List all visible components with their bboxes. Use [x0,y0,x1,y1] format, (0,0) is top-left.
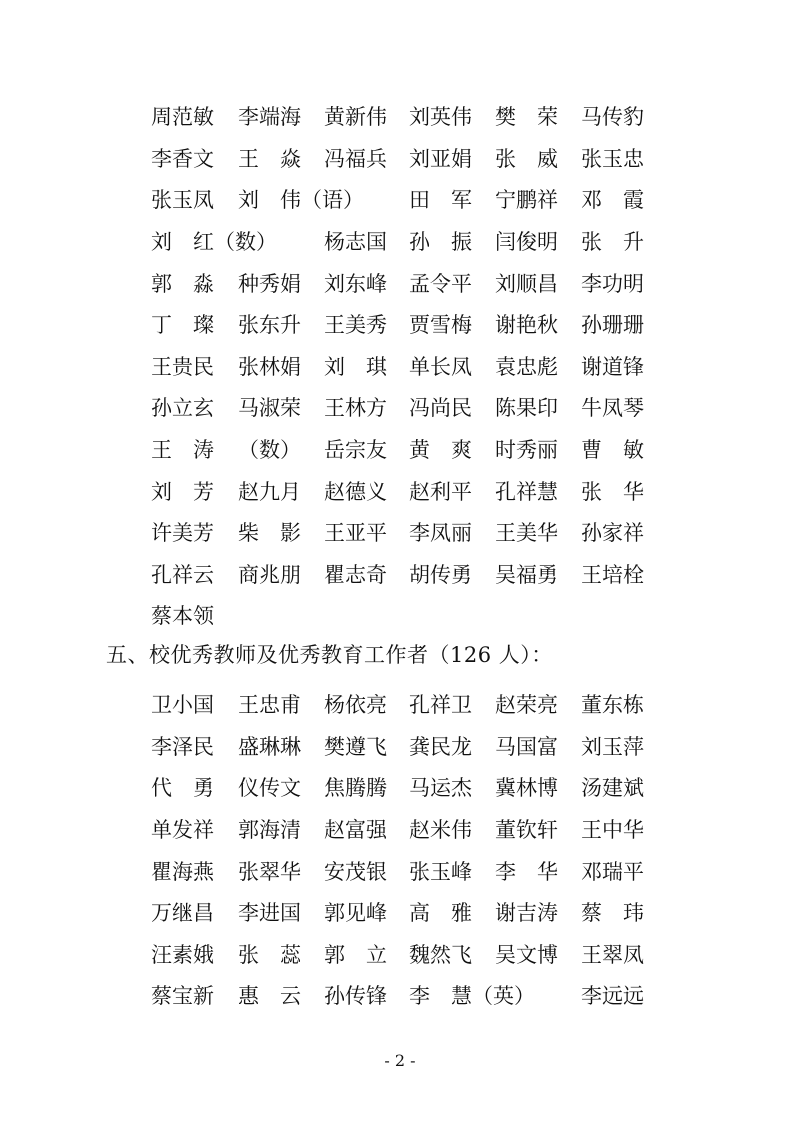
name-entry: 孙家祥 [581,521,644,546]
name-entry: 冯尚民 [409,396,472,421]
name-entry: 谢吉涛 [495,901,558,926]
name-entry: 赵九月 [238,479,301,504]
name-entry: 种秀娟 [238,271,301,296]
name-entry: 许美芳 [151,521,214,546]
name-row [151,596,651,638]
name-entry: 王贵民 [151,354,214,379]
name-row [151,851,651,893]
name-entry: 樊 荣 [495,105,558,130]
name-entry: 孙传锋 [324,984,387,1009]
name-row [151,555,651,597]
name-entry: 汤建斌 [581,776,644,801]
name-entry: 樊遵飞 [324,734,387,759]
name-entry: 王美华 [495,521,558,546]
name-entry: 张 蕊 [238,942,301,967]
name-entry: 张 华 [581,479,644,504]
name-entry: 孔祥卫 [409,693,472,718]
name-entry: 刘亚娟 [409,146,472,171]
name-entry: 张林娟 [238,354,301,379]
name-row [151,810,651,852]
name-entry: 丁 璨 [151,313,214,338]
name-entry: 郭 立 [324,942,387,967]
name-row [151,139,651,181]
name-entry: 黄新伟 [324,105,387,130]
name-entry: 李远远 [581,984,644,1009]
name-entry: 王 焱 [238,146,301,171]
name-row [151,893,651,935]
name-entry: 龚民龙 [409,734,472,759]
name-entry: 宁鹏祥 [495,188,558,213]
name-entry: 马传豹 [581,105,644,130]
name-entry: 仪传文 [238,776,301,801]
name-entry: 王亚平 [324,521,387,546]
name-entry: 张 升 [581,230,644,255]
name-entry: 刘顺昌 [495,271,558,296]
name-entry: 田 军 [409,188,472,213]
name-entry: 吴福勇 [495,562,558,587]
name-row [151,347,651,389]
name-entry: 李 华 [495,859,558,884]
name-row [151,727,651,769]
name-entry: 代 勇 [151,776,214,801]
name-entry: 孔祥云 [151,562,214,587]
name-entry: 盛琳琳 [238,734,301,759]
name-row [151,222,651,264]
name-entry: 刘 红（数） [151,230,277,255]
name-entry: 孔祥慧 [495,479,558,504]
name-entry: 郭海清 [238,818,301,843]
name-entry: 黄 爽 [409,438,472,463]
name-entry: 刘玉萍 [581,734,644,759]
name-entry: 贾雪梅 [409,313,472,338]
page-number: - 2 - [384,1051,416,1070]
name-entry: 李凤丽 [409,521,472,546]
name-entry: 吴文博 [495,942,558,967]
name-entry: 王林方 [324,396,387,421]
name-entry: 孟令平 [409,271,472,296]
name-entry: 曹 敏 [581,438,644,463]
name-entry: 刘 芳 [151,479,214,504]
name-entry: 闫俊明 [495,230,558,255]
name-entry: 杨依亮 [324,693,387,718]
name-entry: 冀林博 [495,776,558,801]
name-entry: 王中华 [581,818,644,843]
name-entry: 李 慧（英） [409,984,535,1009]
name-entry: 郭 淼 [151,271,214,296]
name-list-continued [151,97,651,638]
name-entry: 邓 霞 [581,188,644,213]
name-entry: 李泽民 [151,734,214,759]
name-row [151,768,651,810]
name-entry: 李香文 [151,146,214,171]
name-entry: 郭见峰 [324,901,387,926]
name-entry: 董东栋 [581,693,644,718]
name-entry: 冯福兵 [324,146,387,171]
name-entry: 张 威 [495,146,558,171]
name-entry: 李进国 [238,901,301,926]
name-entry: 瞿海燕 [151,859,214,884]
name-entry: 蔡 玮 [581,901,644,926]
name-entry: 单发祥 [151,818,214,843]
name-entry: 陈果印 [495,396,558,421]
name-entry: 刘东峰 [324,271,387,296]
name-entry: 赵米伟 [409,818,472,843]
name-entry: 蔡本领 [151,604,214,629]
name-entry: 单长凤 [409,354,472,379]
name-row [151,263,651,305]
name-entry: 胡传勇 [409,562,472,587]
name-entry: 魏然飞 [409,942,472,967]
name-entry: 李功明 [581,271,644,296]
name-entry: 杨志国 [324,230,387,255]
name-entry: 王培栓 [581,562,644,587]
name-row [151,513,651,555]
name-entry: 孙珊珊 [581,313,644,338]
name-entry: 张玉忠 [581,146,644,171]
name-row [151,976,651,1018]
name-entry: 汪素娥 [151,942,214,967]
name-entry: 谢道锋 [581,354,644,379]
name-row [151,388,651,430]
name-entry: 李端海 [238,105,301,130]
name-entry: 董钦轩 [495,818,558,843]
name-entry: 王 涛 [151,438,214,463]
name-list-section-five [151,685,651,1018]
name-entry: 张东升 [238,313,301,338]
name-row [151,471,651,513]
name-entry: 刘英伟 [409,105,472,130]
name-entry: 王翠凤 [581,942,644,967]
name-entry: 高 雅 [409,901,472,926]
name-entry: 袁忠彪 [495,354,558,379]
name-entry: 焦腾腾 [324,776,387,801]
name-entry: 蔡宝新 [151,984,214,1009]
name-row [151,430,651,472]
name-entry: 安茂银 [324,859,387,884]
name-row [151,935,651,977]
name-entry: （数） [238,438,301,463]
name-entry: 孙 振 [409,230,472,255]
name-entry: 商兆朋 [238,562,301,587]
name-entry: 张翠华 [238,859,301,884]
name-row [151,180,651,222]
name-row [151,97,651,139]
name-entry: 王忠甫 [238,693,301,718]
name-entry: 惠 云 [238,984,301,1009]
name-entry: 马淑荣 [238,396,301,421]
name-entry: 刘 伟（语） [238,188,364,213]
name-entry: 牛凤琴 [581,396,644,421]
name-entry: 谢艳秋 [495,313,558,338]
section-heading: 五、校优秀教师及优秀教育工作者（126 人）： [106,643,553,667]
name-entry: 刘 琪 [324,354,387,379]
name-entry: 张玉峰 [409,859,472,884]
name-entry: 周范敏 [151,105,214,130]
name-entry: 岳宗友 [324,438,387,463]
name-row [151,685,651,727]
name-entry: 时秀丽 [495,438,558,463]
name-entry: 瞿志奇 [324,562,387,587]
name-entry: 赵利平 [409,479,472,504]
name-entry: 赵富强 [324,818,387,843]
name-row [151,305,651,347]
name-entry: 孙立玄 [151,396,214,421]
name-entry: 马运杰 [409,776,472,801]
name-entry: 卫小国 [151,693,214,718]
name-entry: 马国富 [495,734,558,759]
name-entry: 万继昌 [151,901,214,926]
name-entry: 邓瑞平 [581,859,644,884]
name-entry: 赵德义 [324,479,387,504]
name-entry: 赵荣亮 [495,693,558,718]
name-entry: 张玉凤 [151,188,214,213]
name-entry: 柴 影 [238,521,301,546]
name-entry: 王美秀 [324,313,387,338]
